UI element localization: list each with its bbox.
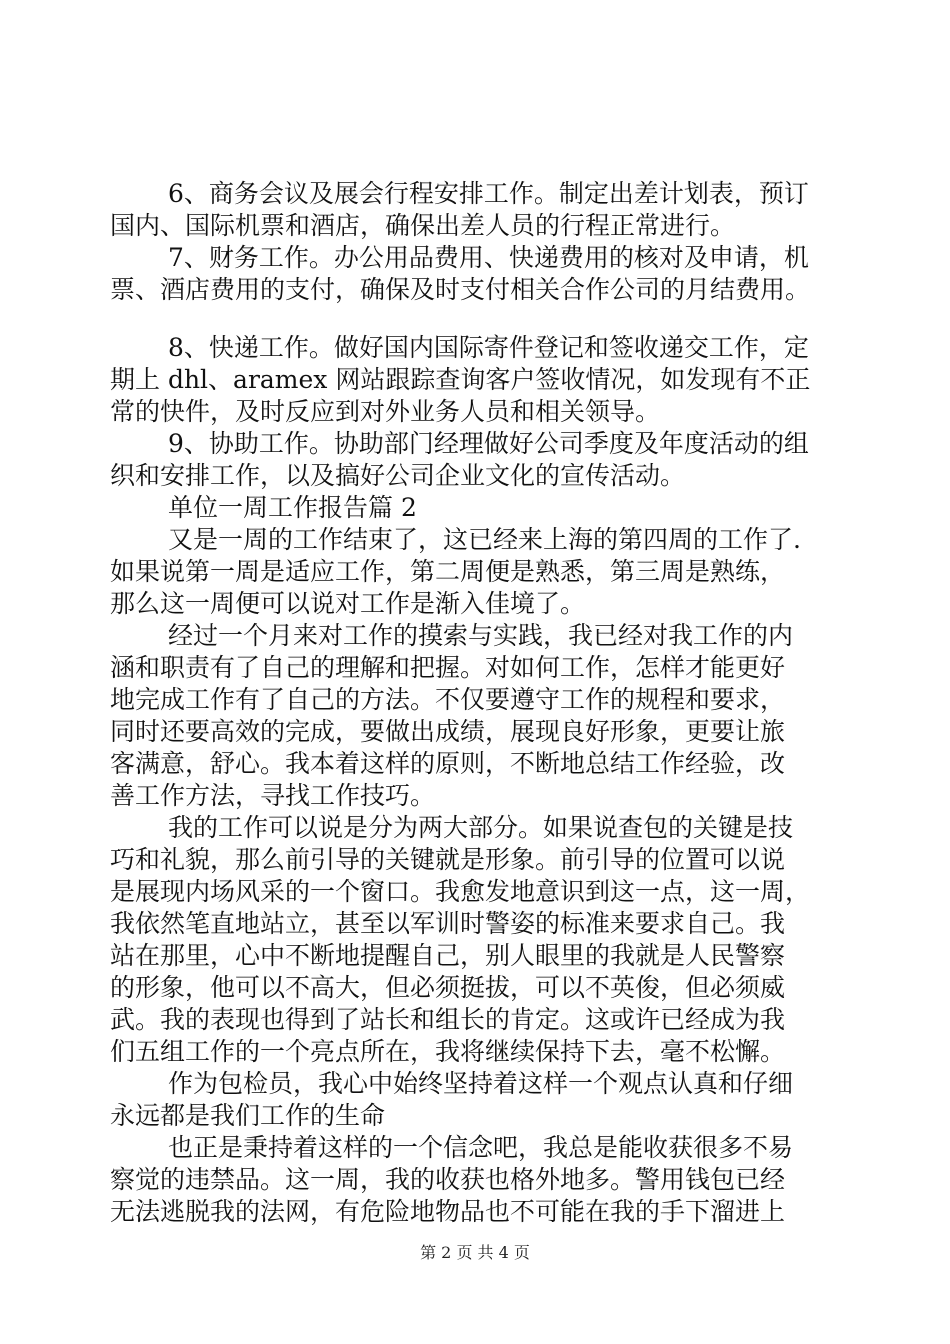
text-line: 那么这一周便可以说对工作是渐入佳境了。: [110, 589, 586, 618]
paragraph: [110, 332, 840, 428]
text-line: 7、财务工作。办公用品费用、快递费用的核对及申请，机: [168, 243, 809, 272]
text-line: 单位一周工作报告篇 2: [168, 493, 417, 522]
paragraph-gap: [110, 306, 840, 332]
text-line: 国内、国际机票和酒店，确保出差人员的行程正常进行。: [110, 211, 736, 240]
text-line: 又是一周的工作结束了，这已经来上海的第四周的工作了.: [168, 525, 801, 554]
text-line: 涵和职责有了自己的理解和把握。对如何工作，怎样才能更好: [110, 653, 786, 682]
text-line: 是展现内场风采的一个窗口。我愈发地意识到这一点，这一周，: [110, 877, 811, 906]
paragraph: [110, 524, 840, 620]
text-line: 9、协助工作。协助部门经理做好公司季度及年度活动的组: [168, 429, 809, 458]
text-line: 我的工作可以说是分为两大部分。如果说查包的关键是技: [168, 813, 794, 842]
text-line: 地完成工作有了自己的方法。不仅要遵守工作的规程和要求，: [110, 685, 786, 714]
paragraph: [110, 1132, 840, 1228]
text-line: 永远都是我们工作的生命: [110, 1101, 386, 1130]
paragraph: [110, 620, 840, 812]
text-line: 同时还要高效的完成，要做出成绩，展现良好形象，更要让旅: [110, 717, 786, 746]
text-line: 巧和礼貌，那么前引导的关键就是形象。前引导的位置可以说: [110, 845, 786, 874]
paragraph: [110, 492, 840, 524]
text-line: 票、酒店费用的支付，确保及时支付相关合作公司的月结费用。: [110, 275, 811, 304]
paragraph: [110, 242, 840, 306]
text-line: 常的快件，及时反应到对外业务人员和相关领导。: [110, 397, 661, 426]
text-line: 无法逃脱我的法网，有危险地物品也不可能在我的手下溜进上: [110, 1197, 786, 1226]
text-line: 作为包检员，我心中始终坚持着这样一个观点认真和仔细: [168, 1069, 794, 1098]
text-line: 如果说第一周是适应工作，第二周便是熟悉，第三周是熟练，: [110, 557, 786, 586]
paragraph: [110, 812, 840, 1068]
text-line: 8、快递工作。做好国内国际寄件登记和签收递交工作，定: [168, 333, 809, 362]
text-line: 经过一个月来对工作的摸索与实践，我已经对我工作的内: [168, 621, 794, 650]
text-line: 客满意，舒心。我本着这样的原则，不断地总结工作经验，改: [110, 749, 786, 778]
paragraph: [110, 1068, 840, 1132]
text-line: 也正是秉持着这样的一个信念吧，我总是能收获很多不易: [168, 1133, 794, 1162]
text-line: 们五组工作的一个亮点所在，我将继续保持下去，毫不松懈。: [110, 1037, 786, 1066]
paragraph: [110, 178, 840, 242]
text-line: 站在那里，心中不断地提醒自己，别人眼里的我就是人民警察: [110, 941, 786, 970]
text-line: 善工作方法，寻找工作技巧。: [110, 781, 436, 810]
paragraph: [110, 428, 840, 492]
text-line: 察觉的违禁品。这一周，我的收获也格外地多。警用钱包已经: [110, 1165, 786, 1194]
text-line: 期上 dhl、aramex 网站跟踪查询客户签收情况，如发现有不正: [110, 365, 811, 394]
text-line: 6、商务会议及展会行程安排工作。制定出差计划表，预订: [168, 179, 809, 208]
text-line: 的形象，他可以不高大，但必须挺拔，可以不英俊，但必须威: [110, 973, 786, 1002]
text-line: 武。我的表现也得到了站长和组长的肯定。这或许已经成为我: [110, 1005, 786, 1034]
text-line: 我依然笔直地站立，甚至以军训时警姿的标准来要求自己。我: [110, 909, 786, 938]
page-footer: 第 2 页 共 4 页: [420, 1243, 530, 1262]
text-line: 织和安排工作，以及搞好公司企业文化的宣传活动。: [110, 461, 686, 490]
document-body: [110, 178, 840, 1228]
